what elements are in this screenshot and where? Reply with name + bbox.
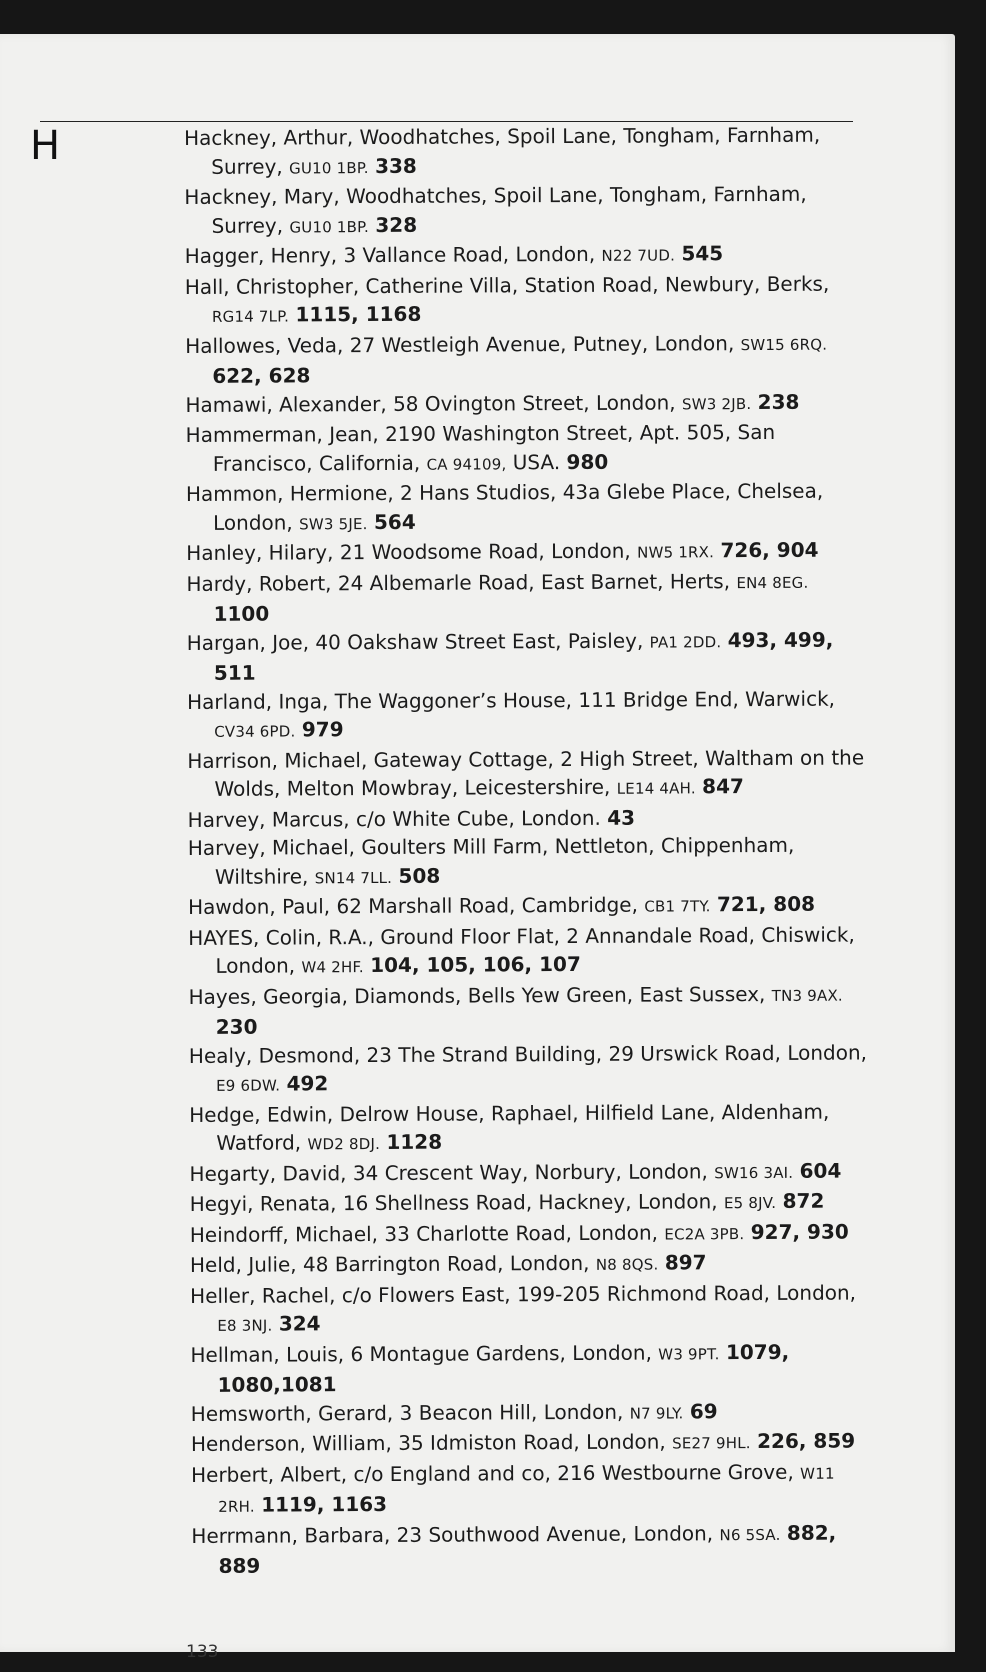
entry-postcode: SW3 2JB. — [681, 394, 752, 413]
entry-text: Hackney, Arthur, Woodhatches, Spoil Lane, Tongham, Farnham, Surrey, — [184, 122, 821, 179]
entry-page-refs: 226, 859 — [757, 1428, 856, 1454]
entry-text: Hall, Christopher, Catherine Villa, Station Road, Newbury, Berks, — [184, 271, 830, 299]
entry-postcode: N22 7UD. — [601, 246, 676, 265]
entry-text: Hammon, Hermione, 2 Hans Studios, 43a Glebe Place, Chelsea, London, — [185, 478, 824, 535]
index-entry — [185, 328, 865, 391]
entry-postcode: N7 9LY. — [629, 1403, 684, 1423]
entry-text: HAYES, Colin, R.A., Ground Floor Flat, 2 Annandale Road, Chiswick, London, — [188, 921, 855, 978]
entry-page-refs: 492 — [286, 1071, 329, 1096]
entry-page-refs: 980 — [566, 449, 609, 474]
entry-postcode: LE14 4AH. — [616, 779, 696, 798]
entry-text: Healy, Desmond, 23 The Strand Building, 29 Urswick Road, London, — [188, 1039, 868, 1068]
entry-text: Hawdon, Paul, 62 Marshall Road, Cambridge, — [188, 892, 639, 919]
entry-text: Hammerman, Jean, 2190 Washington Street, Apt. 505, San Francisco, California, — [185, 419, 776, 476]
index-entry — [191, 1396, 871, 1430]
entry-text: Herbert, Albert, c/o England and co, 216 Westbourne Grove, — [191, 1459, 794, 1487]
entry-page-refs: 1128 — [386, 1129, 443, 1154]
entry-page-refs: 872 — [782, 1188, 825, 1213]
entry-postcode: W3 9PT. — [658, 1344, 720, 1364]
entry-page-refs: 493, 499, 511 — [213, 627, 834, 685]
entry-text: Hanley, Hilary, 21 Woodsome Road, London, — [186, 538, 631, 565]
index-entry — [184, 179, 864, 242]
entry-text: Hemsworth, Gerard, 3 Beacon Hill, London, — [190, 1399, 624, 1426]
entry-postcode: N8 8QS. — [595, 1255, 659, 1274]
index-entry — [186, 566, 866, 629]
entry-page-refs: 927, 930 — [750, 1219, 849, 1244]
index-entry — [189, 1156, 869, 1190]
entry-postcode: SE27 9HL. — [672, 1434, 751, 1453]
entry-postcode: NW5 1RX. — [637, 543, 715, 562]
entry-postcode: RG14 7LP. — [211, 307, 290, 326]
entry-postcode: CA 94109, — [426, 454, 507, 474]
entry-page-refs: 622, 628 — [212, 363, 311, 388]
entry-text: Heller, Rachel, c/o Flowers East, 199-205 Richmond Road, London, — [190, 1279, 857, 1308]
entry-page-refs: 847 — [702, 774, 744, 799]
entry-text: Hegyi, Renata, 16 Shellness Road, Hackney, London, — [189, 1189, 718, 1216]
index-entry — [191, 1518, 871, 1581]
entry-page-refs: 882, 889 — [218, 1520, 837, 1578]
entry-text: Held, Julie, 48 Barrington Road, London, — [189, 1250, 590, 1277]
entry-page-refs: 1100 — [213, 601, 270, 626]
entry-postcode: E8 3NJ. — [217, 1316, 273, 1335]
section-letter: H — [30, 123, 61, 169]
entry-text: Hedge, Edwin, Delrow House, Raphael, Hilfield Lane, Aldenham, Watford, — [189, 1099, 830, 1155]
entry-text: Harvey, Marcus, c/o White Cube, London. — [187, 805, 601, 832]
entry-postcode: N6 5SA. — [719, 1525, 781, 1544]
entry-page-refs: 230 — [215, 1014, 258, 1039]
index-entry — [189, 1097, 869, 1160]
entry-page-refs: 1119, 1163 — [261, 1491, 388, 1517]
entry-postcode: EN4 8EG. — [736, 573, 809, 592]
index-entry — [186, 535, 866, 569]
entry-postcode: PA1 2DD. — [649, 632, 722, 652]
index-entry — [185, 387, 865, 421]
entry-page-refs: 897 — [664, 1250, 707, 1275]
index-entry — [188, 830, 868, 893]
index-entry — [190, 1247, 870, 1281]
entry-page-refs: 43 — [607, 805, 636, 830]
entry-page-refs: 328 — [375, 212, 418, 237]
address-index-list — [184, 120, 872, 1580]
entry-postcode: WD2 8DJ. — [307, 1134, 381, 1154]
entry-text: Hayes, Georgia, Diamonds, Bells Yew Green, East Sussex, — [188, 981, 766, 1009]
entry-text: Hegarty, David, 34 Crescent Way, Norbury, London, — [189, 1158, 708, 1186]
entry-postcode: CV34 6PD. — [214, 722, 296, 741]
entry-page-refs: 564 — [373, 509, 416, 534]
entry-text: Heindorff, Michael, 33 Charlotte Road, London, — [189, 1220, 659, 1247]
entry-postcode: SN14 7LL. — [314, 868, 393, 887]
entry-page-refs: 721, 808 — [716, 891, 816, 917]
entry-page-refs: 338 — [374, 153, 417, 178]
index-entry — [188, 920, 868, 983]
index-entry — [188, 802, 868, 834]
index-entry — [188, 979, 868, 1042]
entry-text: Henderson, William, 35 Idmiston Road, London, — [190, 1429, 666, 1456]
entry-page-refs: 69 — [689, 1398, 718, 1423]
entry-page-refs: 604 — [799, 1158, 842, 1183]
entry-postcode: GU10 1BP. — [289, 217, 370, 236]
entry-page-refs: 1115, 1168 — [295, 301, 422, 327]
entry-text: Hardy, Robert, 24 Albemarle Road, East Barnet, Herts, — [186, 568, 731, 596]
entry-page-refs: 1079, 1080,1081 — [217, 1339, 790, 1397]
entry-postcode: SW3 5JE. — [299, 514, 368, 533]
entry-page-refs: 238 — [757, 389, 800, 414]
index-entry — [187, 684, 867, 747]
book-page — [0, 34, 955, 1662]
entry-postcode: TN3 9AX. — [771, 986, 843, 1005]
entry-postcode: W4 2HF. — [301, 958, 364, 977]
index-entry — [190, 1217, 870, 1251]
index-entry — [189, 1038, 869, 1101]
index-entry — [186, 476, 866, 539]
entry-text: Harland, Inga, The Waggoner’s House, 111 Bridge End, Warwick, — [186, 686, 836, 714]
index-entry — [190, 1278, 870, 1341]
entry-text: Hagger, Henry, 3 Vallance Road, London, — [184, 241, 596, 268]
index-entry — [190, 1337, 870, 1400]
index-entry — [190, 1186, 870, 1220]
entry-page-refs: 104, 105, 106, 107 — [370, 951, 581, 978]
index-entry — [191, 1426, 871, 1460]
index-entry — [184, 120, 864, 183]
index-entry — [186, 417, 866, 480]
entry-postcode: GU10 1BP. — [289, 158, 369, 177]
entry-page-refs: 508 — [398, 863, 441, 888]
entry-page-refs: 545 — [681, 241, 724, 266]
entry-country: USA. — [512, 449, 561, 474]
entry-postcode: EC2A 3PB. — [664, 1224, 745, 1243]
index-entry — [185, 238, 865, 272]
entry-postcode: E5 8JV. — [723, 1193, 777, 1213]
index-entry — [187, 743, 867, 806]
entry-text: Harvey, Michael, Goulters Mill Farm, Nettleton, Chippenham, Wiltshire, — [187, 832, 795, 889]
index-entry — [191, 1457, 871, 1522]
entry-postcode: SW15 6RQ. — [740, 335, 828, 354]
entry-postcode: CB1 7TY. — [644, 897, 711, 916]
entry-text: Hargan, Joe, 40 Oakshaw Street East, Paisley, — [186, 628, 644, 655]
entry-postcode: SW16 3AI. — [714, 1163, 794, 1182]
index-entry — [185, 269, 865, 332]
entry-postcode: E9 6DW. — [215, 1076, 281, 1095]
entry-page-refs: 726, 904 — [720, 537, 819, 563]
index-entry — [188, 889, 868, 923]
entry-page-refs: 979 — [301, 717, 344, 742]
index-entry — [187, 625, 867, 688]
entry-text: Hamawi, Alexander, 58 Ovington Street, London, — [185, 389, 676, 417]
entry-page-refs: 324 — [278, 1311, 321, 1336]
page-number: 133 — [186, 1642, 219, 1662]
entry-text: Herrmann, Barbara, 23 Southwood Avenue, London, — [191, 1520, 714, 1548]
entry-text: Hellman, Louis, 6 Montague Gardens, London, — [190, 1340, 652, 1367]
entry-text: Hallowes, Veda, 27 Westleigh Avenue, Putney, London, — [185, 330, 735, 358]
entry-text: Harrison, Michael, Gateway Cottage, 2 High Street, Waltham on the Wolds, Melton Mowbray, Leicestershire, — [187, 744, 865, 801]
entry-text: Hackney, Mary, Woodhatches, Spoil Lane, Tongham, Farnham, Surrey, — [184, 181, 807, 238]
entry-postcode: W11 2RH. — [218, 1464, 835, 1516]
